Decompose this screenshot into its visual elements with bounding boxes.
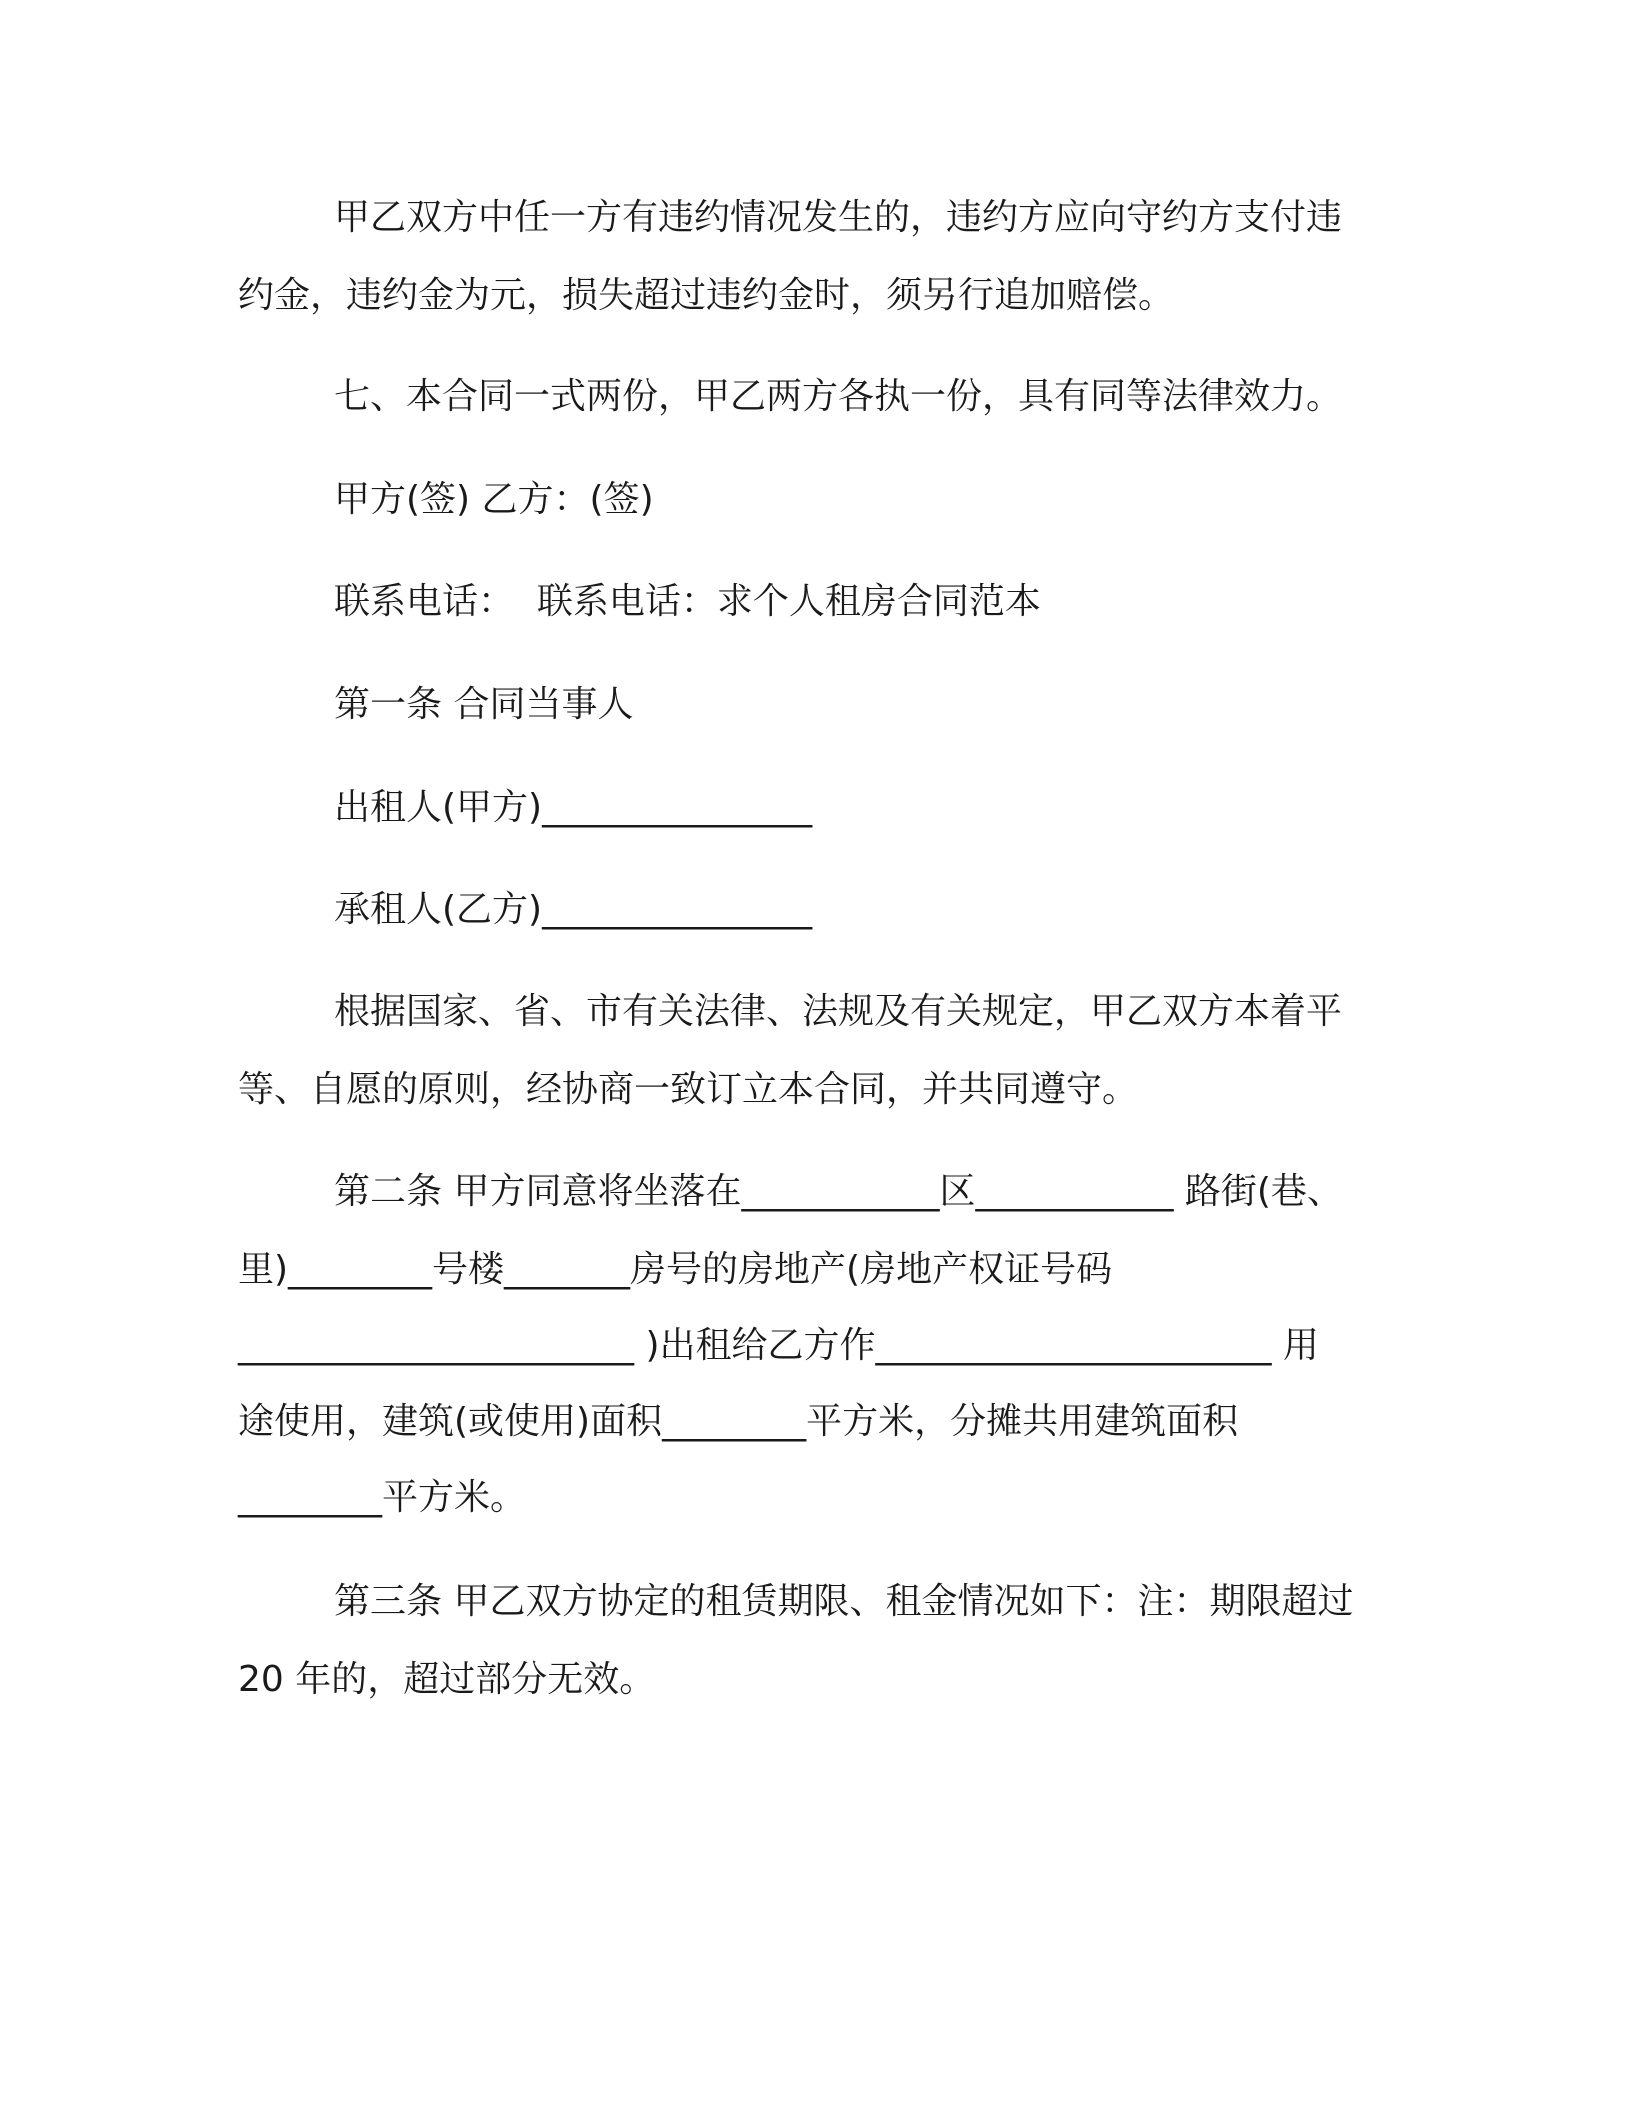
paragraph-breach-line-1: 甲乙双方中任一方有违约情况发生的，违约方应向守约方支付违 [334, 197, 1343, 238]
paragraph-basis-line-2: 等、自愿的原则，经协商一致订立本合同，并共同遵守。 [238, 1069, 1139, 1110]
paragraph-copies: 七、本合同一式两份，甲乙两方各执一份，具有同等法律效力。 [334, 376, 1343, 417]
article-2-line-3: ______________________ )出租给乙方作______________________ 用 [238, 1325, 1319, 1366]
article-2-line-5: ________平方米。 [238, 1477, 527, 1518]
paragraph-breach-line-2: 约金，违约金为元，损失超过违约金时，须另行追加赔偿。 [238, 275, 1175, 316]
article-2-line-1: 第二条 甲方同意将坐落在___________区___________ 路街(巷、 [334, 1171, 1343, 1212]
article-2-line-2: 里)________号楼_______房号的房地产(房地产权证号码 [238, 1249, 1113, 1290]
lessor-field: 出租人(甲方)_______________ [334, 787, 813, 828]
article-3-line-1: 第三条 甲乙双方协定的租赁期限、租金情况如下：注：期限超过 [334, 1581, 1354, 1622]
lessee-field: 承租人(乙方)_______________ [334, 889, 813, 930]
article-3-line-2: 20 年的，超过部分无效。 [238, 1659, 656, 1700]
signature-line: 甲方(签) 乙方：(签) [334, 479, 654, 520]
article-1-heading: 第一条 合同当事人 [334, 684, 634, 725]
contact-line: 联系电话： 联系电话：求个人租房合同范本 [334, 581, 1041, 622]
article-2-line-4: 途使用，建筑(或使用)面积________平方米，分摊共用建筑面积 [238, 1401, 1239, 1442]
paragraph-basis-line-1: 根据国家、省、市有关法律、法规及有关规定，甲乙双方本着平 [334, 991, 1343, 1032]
